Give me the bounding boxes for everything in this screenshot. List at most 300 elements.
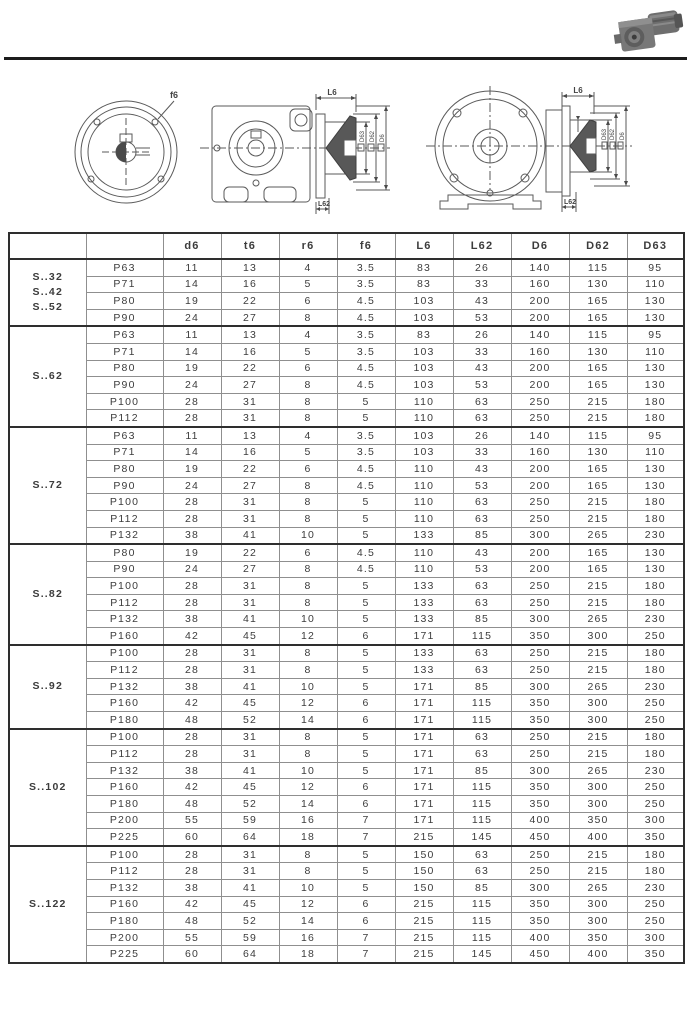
dimension-value: 95 [627,326,684,343]
dimension-value: 300 [627,929,684,946]
motor-size: P180 [86,796,163,813]
dimension-value: 350 [627,946,684,963]
motor-size: P71 [86,343,163,360]
dimension-value: 200 [511,561,569,578]
dimension-value: 5 [279,444,337,461]
table-row [9,527,684,544]
table-row [9,695,684,712]
series-label: S..82 [9,544,86,645]
front-view-D62-label: D62 [610,128,616,140]
motor-size: P112 [86,662,163,679]
table-row [9,678,684,695]
dimension-value: 85 [453,678,511,695]
column-header: L62 [453,233,511,259]
table-row [9,896,684,913]
dimension-value: 6 [279,360,337,377]
column-header: L6 [395,233,453,259]
dimension-value: 45 [221,628,279,645]
table-row [9,510,684,527]
dimension-value: 8 [279,863,337,880]
dimension-value: 42 [163,779,221,796]
dimension-value: 28 [163,746,221,763]
dimension-value: 171 [395,628,453,645]
dimension-value: 103 [395,377,453,394]
dimension-value: 53 [453,561,511,578]
dimension-value: 165 [569,544,627,561]
dimension-value: 41 [221,879,279,896]
dimension-value: 250 [511,662,569,679]
dimension-value: 8 [279,377,337,394]
dimension-value: 250 [627,896,684,913]
dimension-value: 41 [221,762,279,779]
table-row [9,410,684,427]
dimension-value: 13 [221,259,279,276]
dimension-value: 160 [511,444,569,461]
dimension-value: 60 [163,829,221,846]
dimension-value: 8 [279,510,337,527]
dimension-value: 171 [395,796,453,813]
dimension-value: 215 [569,510,627,527]
series-label: S..32 S..42 S..52 [9,259,86,326]
dimension-value: 10 [279,527,337,544]
dimension-value: 27 [221,309,279,326]
dimension-value: 19 [163,544,221,561]
motor-size: P90 [86,377,163,394]
dimension-value: 165 [569,477,627,494]
front-view-L62-label: L62 [564,199,577,206]
table-row [9,494,684,511]
series-label: S..72 [9,427,86,544]
dimension-value: 250 [511,863,569,880]
dimension-value: 110 [395,410,453,427]
dimension-value: 8 [279,729,337,746]
dimension-value: 28 [163,662,221,679]
dimension-value: 63 [453,578,511,595]
dimension-value: 250 [511,645,569,662]
dimension-value: 250 [511,578,569,595]
dimension-value: 52 [221,796,279,813]
dimension-value: 265 [569,678,627,695]
dimension-value: 5 [337,578,395,595]
dimension-value: 130 [627,544,684,561]
dimension-value: 5 [337,510,395,527]
dimension-value: 4.5 [337,377,395,394]
dimension-value: 28 [163,863,221,880]
dimension-value: 3.5 [337,427,395,444]
dimension-value: 200 [511,309,569,326]
dimension-value: 85 [453,527,511,544]
motor-size: P160 [86,695,163,712]
motor-size: P100 [86,846,163,863]
table-row [9,846,684,863]
dimension-value: 19 [163,360,221,377]
dimension-value: 8 [279,494,337,511]
dimension-value: 4 [279,259,337,276]
motor-size: P112 [86,863,163,880]
dimension-value: 180 [627,410,684,427]
table-row [9,444,684,461]
dimension-value: 215 [395,929,453,946]
motor-size: P90 [86,309,163,326]
dimension-value: 14 [163,343,221,360]
dimension-value: 31 [221,863,279,880]
dimension-value: 300 [569,796,627,813]
dimension-value: 215 [395,946,453,963]
table-row [9,461,684,478]
dimension-value: 115 [453,695,511,712]
dimension-value: 31 [221,746,279,763]
dimension-value: 400 [511,929,569,946]
dimension-value: 26 [453,427,511,444]
motor-size: P80 [86,360,163,377]
dimension-value: 5 [337,645,395,662]
dimension-value: 8 [279,393,337,410]
dimension-value: 64 [221,946,279,963]
dimension-value: 3.5 [337,259,395,276]
dimension-value: 55 [163,812,221,829]
table-row [9,594,684,611]
dimension-value: 5 [337,879,395,896]
dimension-value: 10 [279,762,337,779]
dimension-value: 180 [627,393,684,410]
motor-size: P225 [86,946,163,963]
dimension-value: 140 [511,259,569,276]
dimension-value: 16 [279,812,337,829]
dimension-value: 8 [279,645,337,662]
dimension-value: 250 [511,594,569,611]
motor-size: P160 [86,628,163,645]
dimension-value: 171 [395,812,453,829]
dimension-value: 230 [627,762,684,779]
dimension-value: 28 [163,645,221,662]
dimension-value: 8 [279,746,337,763]
dimension-value: 400 [511,812,569,829]
dimension-value: 350 [511,913,569,930]
dimension-value: 230 [627,678,684,695]
dimension-value: 63 [453,729,511,746]
dimension-value: 22 [221,293,279,310]
flange-front-view-drawing [58,84,198,221]
dimension-value: 48 [163,913,221,930]
series-label: S..122 [9,846,86,963]
dimension-value: 19 [163,293,221,310]
dimension-value: 250 [627,628,684,645]
dimension-value: 250 [511,410,569,427]
dimension-value: 43 [453,461,511,478]
dimension-value: 12 [279,779,337,796]
motor-size: P80 [86,461,163,478]
dimension-value: 103 [395,444,453,461]
dimension-value: 16 [221,276,279,293]
dimension-value: 145 [453,946,511,963]
dimension-value: 150 [395,863,453,880]
dimension-value: 103 [395,309,453,326]
dimension-value: 300 [569,628,627,645]
dimension-value: 300 [511,678,569,695]
flange-callout-label: f6 [170,90,179,100]
dimension-value: 450 [511,829,569,846]
dimension-value: 200 [511,377,569,394]
dimension-value: 230 [627,611,684,628]
table-row [9,662,684,679]
dimension-value: 180 [627,729,684,746]
dimension-value: 110 [395,544,453,561]
dimension-value: 300 [511,762,569,779]
dimension-value: 250 [511,510,569,527]
motor-size: P71 [86,444,163,461]
table-row [9,393,684,410]
table-row [9,829,684,846]
dimension-value: 33 [453,276,511,293]
dimension-value: 3.5 [337,343,395,360]
motor-size: P90 [86,561,163,578]
dimension-value: 5 [337,729,395,746]
dimension-value: 4.5 [337,309,395,326]
table-row [9,561,684,578]
dimension-value: 19 [163,461,221,478]
dimension-table [8,232,685,964]
dimension-value: 14 [279,796,337,813]
dimension-value: 83 [395,326,453,343]
dimension-value: 250 [627,913,684,930]
motor-size: P200 [86,929,163,946]
motor-size: P100 [86,393,163,410]
dimension-value: 110 [627,444,684,461]
table-row [9,377,684,394]
column-header: t6 [221,233,279,259]
motor-size: P132 [86,678,163,695]
table-row [9,645,684,662]
motor-size: P200 [86,812,163,829]
dimension-value: 10 [279,879,337,896]
dimension-value: 52 [221,913,279,930]
table-row [9,946,684,963]
dimension-value: 59 [221,929,279,946]
front-view-D63-label: D63 [602,128,608,140]
table-row [9,762,684,779]
table-row [9,259,684,276]
dimension-value: 22 [221,461,279,478]
table-row [9,293,684,310]
dimension-value: 33 [453,444,511,461]
dimension-value: 130 [627,360,684,377]
dimension-value: 31 [221,729,279,746]
dimension-value: 85 [453,879,511,896]
dimension-value: 38 [163,879,221,896]
dimension-value: 200 [511,477,569,494]
dimension-value: 300 [569,913,627,930]
dimension-value: 115 [453,779,511,796]
dimension-value: 300 [569,779,627,796]
gearbox-front-view-drawing [418,80,636,223]
dimension-value: 16 [221,343,279,360]
table-header-row [9,233,684,259]
column-header: D62 [569,233,627,259]
dimension-value: 8 [279,561,337,578]
dimension-value: 28 [163,578,221,595]
front-view-L6-label: L6 [573,86,583,95]
dimension-value: 24 [163,309,221,326]
dimension-value: 171 [395,762,453,779]
dimension-value: 140 [511,427,569,444]
dimension-value: 115 [453,812,511,829]
dimension-value: 140 [511,326,569,343]
table-row [9,863,684,880]
dimension-value: 115 [569,427,627,444]
dimension-value: 150 [395,846,453,863]
dimension-value: 55 [163,929,221,946]
dimension-value: 7 [337,812,395,829]
side-view-D63-label: D63 [360,130,366,142]
dimension-value: 171 [395,678,453,695]
dimension-value: 215 [569,729,627,746]
dimension-value: 230 [627,879,684,896]
dimension-value: 43 [453,544,511,561]
table-row [9,879,684,896]
dimension-value: 6 [337,896,395,913]
dimension-value: 180 [627,494,684,511]
motor-size: P180 [86,712,163,729]
dimension-value: 110 [395,477,453,494]
dimension-value: 4.5 [337,544,395,561]
dimension-value: 5 [337,393,395,410]
dimension-value: 63 [453,393,511,410]
dimension-value: 133 [395,578,453,595]
dimension-value: 10 [279,611,337,628]
dimension-value: 5 [337,846,395,863]
dimension-value: 53 [453,309,511,326]
dimension-value: 45 [221,896,279,913]
motor-size: P112 [86,410,163,427]
dimension-value: 171 [395,729,453,746]
table-row [9,477,684,494]
dimension-value: 215 [569,594,627,611]
table-row [9,611,684,628]
dimension-value: 43 [453,293,511,310]
dimension-value: 83 [395,276,453,293]
dimension-value: 165 [569,309,627,326]
dimension-value: 53 [453,477,511,494]
dimension-value: 115 [453,628,511,645]
dimension-value: 83 [395,259,453,276]
dimension-value: 265 [569,611,627,628]
dimension-value: 215 [395,913,453,930]
dimension-value: 171 [395,746,453,763]
dimension-value: 250 [511,393,569,410]
dimension-value: 5 [279,343,337,360]
dimension-value: 115 [453,796,511,813]
dimension-value: 63 [453,494,511,511]
dimension-value: 63 [453,645,511,662]
dimension-value: 103 [395,293,453,310]
dimension-value: 63 [453,846,511,863]
dimension-value: 5 [337,594,395,611]
dimension-value: 350 [511,896,569,913]
dimension-value: 14 [279,913,337,930]
dimension-value: 6 [337,779,395,796]
dimension-value: 31 [221,662,279,679]
dimension-value: 200 [511,544,569,561]
dimension-value: 4.5 [337,461,395,478]
dimension-value: 103 [395,343,453,360]
dimension-value: 5 [279,276,337,293]
side-view-D62-label: D62 [370,130,376,142]
dimension-value: 171 [395,779,453,796]
dimension-value: 5 [337,410,395,427]
dimension-value: 110 [395,494,453,511]
side-view-L62-label: L62 [318,201,331,208]
motor-size: P63 [86,427,163,444]
dimension-value: 33 [453,343,511,360]
dimension-value: 5 [337,611,395,628]
table-row [9,544,684,561]
dimension-value: 42 [163,896,221,913]
dimension-value: 165 [569,461,627,478]
dimension-value: 10 [279,678,337,695]
dimension-value: 350 [569,929,627,946]
dimension-value: 13 [221,427,279,444]
dimension-value: 8 [279,309,337,326]
motor-size: P132 [86,527,163,544]
table-row [9,578,684,595]
dimension-value: 130 [627,477,684,494]
dimension-value: 28 [163,594,221,611]
dimension-value: 133 [395,611,453,628]
dimension-value: 180 [627,578,684,595]
dimension-value: 27 [221,477,279,494]
dimension-value: 63 [453,410,511,427]
dimension-value: 180 [627,746,684,763]
dimension-value: 215 [569,645,627,662]
dimension-value: 12 [279,695,337,712]
motor-size: P63 [86,326,163,343]
dimension-value: 215 [569,846,627,863]
motor-size: P112 [86,746,163,763]
dimension-value: 160 [511,343,569,360]
column-header [9,233,86,259]
dimension-value: 41 [221,527,279,544]
motor-size: P80 [86,293,163,310]
dimension-value: 13 [221,326,279,343]
motor-size: P100 [86,729,163,746]
dimension-value: 45 [221,695,279,712]
dimension-value: 215 [569,746,627,763]
table-row [9,929,684,946]
dimension-value: 115 [453,913,511,930]
dimension-value: 110 [395,461,453,478]
dimension-value: 5 [337,494,395,511]
dimension-value: 130 [569,343,627,360]
gearmotor-photo-graphic [610,8,688,60]
series-label: S..102 [9,729,86,846]
dimension-value: 171 [395,712,453,729]
dimension-value: 6 [337,913,395,930]
dimension-value: 230 [627,527,684,544]
dimension-value: 28 [163,410,221,427]
dimension-value: 250 [511,846,569,863]
table-row [9,729,684,746]
dimension-value: 180 [627,510,684,527]
dimension-value: 450 [511,946,569,963]
dimension-value: 16 [279,929,337,946]
motor-size: P160 [86,896,163,913]
dimension-value: 28 [163,846,221,863]
dimension-value: 115 [569,259,627,276]
dimension-value: 42 [163,695,221,712]
dimension-value: 42 [163,628,221,645]
motor-size: P132 [86,879,163,896]
dimension-value: 215 [569,494,627,511]
